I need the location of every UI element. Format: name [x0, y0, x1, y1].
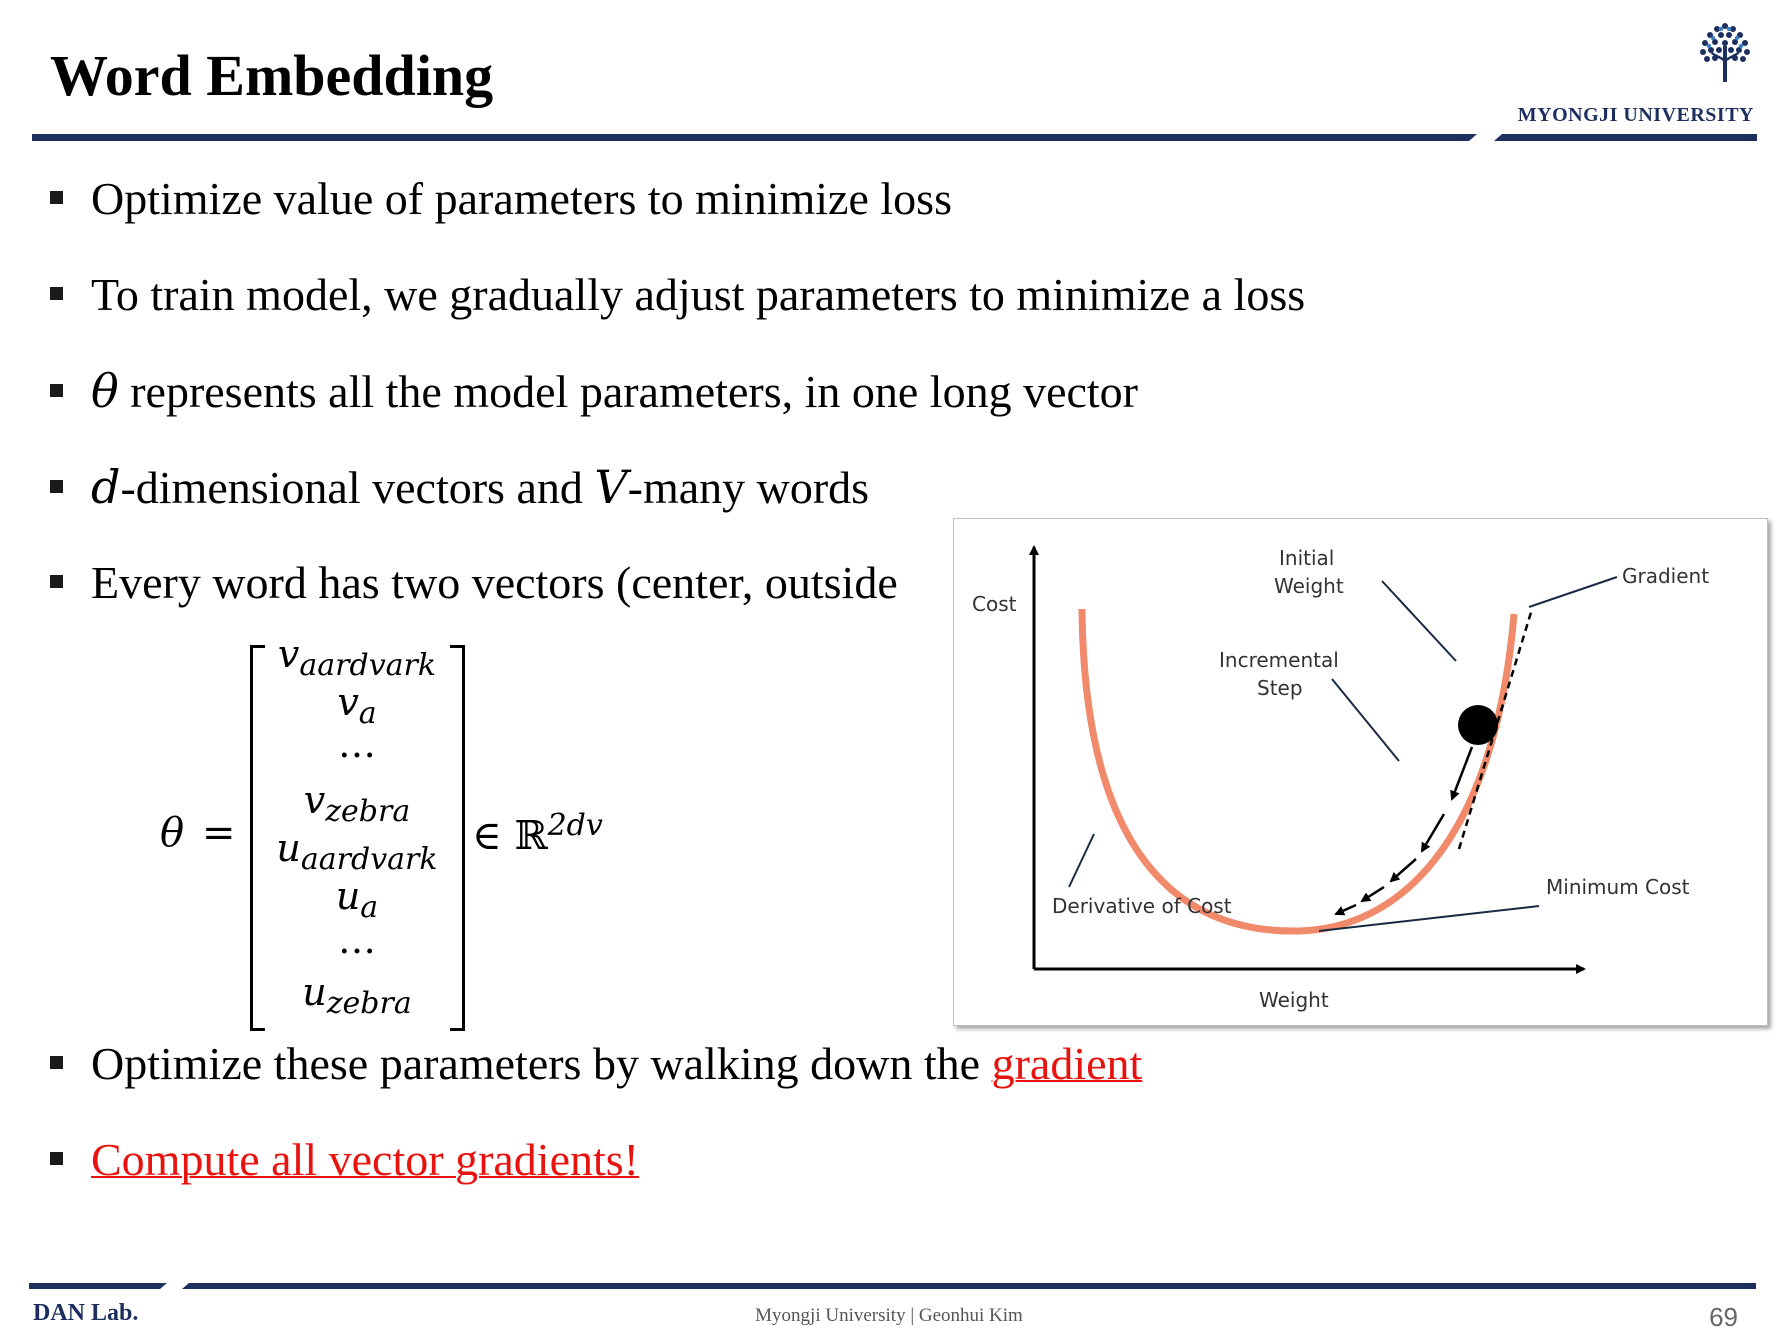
matrix-entry: …	[338, 722, 376, 766]
bullet-square-icon	[50, 384, 63, 397]
bullet-item	[50, 557, 898, 608]
initial-weight-point	[1458, 705, 1498, 745]
bullet-text: Optimize these parameters by walking down the	[91, 1038, 992, 1089]
initial-weight-label: Initial	[1279, 546, 1335, 570]
page-number: 69	[1709, 1302, 1738, 1332]
bullet-item	[50, 364, 1139, 418]
leader-line	[1332, 679, 1399, 761]
theta-symbol: θ	[91, 364, 119, 418]
matrix-right-bracket	[450, 645, 465, 1031]
header-rule-right	[1494, 134, 1757, 141]
gradient-descent-figure	[953, 518, 1768, 1026]
incremental-step-label: Step	[1257, 676, 1303, 700]
leader-line	[1069, 834, 1094, 887]
minimum-cost-label: Minimum Cost	[1546, 875, 1690, 899]
footer-lab-name: DAN Lab.	[33, 1300, 139, 1326]
university-name: MYONGJI UNIVERSITY	[1517, 104, 1754, 126]
initial-weight-label: Weight	[1274, 574, 1344, 598]
header-rule	[32, 134, 1477, 141]
step-arrow	[1452, 747, 1472, 799]
step-arrow	[1422, 814, 1444, 851]
bullet-item	[50, 269, 1306, 320]
matrix-entry: …	[338, 918, 376, 962]
matrix-entry: $v_{zebra}$	[303, 778, 411, 829]
bullet-text: -many words	[627, 462, 870, 513]
footer-rule-left	[29, 1283, 167, 1289]
bullet-item	[50, 1038, 1143, 1089]
bullet-text: To train model, we gradually adjust parameters to minimize a loss	[91, 269, 1306, 320]
y-axis-label: Cost	[972, 592, 1017, 616]
step-arrow	[1391, 859, 1416, 881]
derivative-label: Derivative of Cost	[1052, 894, 1232, 918]
matrix-entry: $u_a$	[335, 874, 379, 925]
leader-line	[1382, 581, 1456, 661]
bullet-square-icon	[50, 1056, 63, 1069]
matrix-entry: $u_{zebra}$	[302, 970, 412, 1021]
matrix-entry: $u_{aardvark}$	[276, 826, 438, 877]
gradient-link[interactable]: gradient	[991, 1038, 1143, 1089]
bullet-text: represents all the model parameters, in one long vector	[118, 366, 1139, 417]
step-arrow	[1336, 905, 1356, 914]
theta-matrix-equation	[160, 625, 630, 1030]
bullet-text: Every word has two vectors (center, outside	[91, 557, 898, 608]
bullet-square-icon	[50, 575, 63, 588]
x-axis-label: Weight	[1259, 988, 1329, 1012]
university-tree-logo-icon	[1693, 18, 1757, 84]
gradient-label: Gradient	[1622, 564, 1710, 588]
v-symbol: V	[594, 460, 628, 514]
bullet-item	[50, 1134, 640, 1185]
page-title: Word Embedding	[50, 43, 494, 108]
bullet-item	[50, 173, 952, 224]
compute-gradients-link[interactable]: Compute all vector gradients!	[91, 1134, 640, 1185]
matrix-lhs: θ	[160, 810, 185, 856]
bullet-square-icon	[50, 480, 63, 493]
matrix-entry: $v_a$	[337, 680, 377, 731]
bullet-square-icon	[50, 287, 63, 300]
gradient-descent-diagram	[954, 519, 1767, 1025]
footer-credit: Myongji University | Geonhui Kim	[755, 1305, 1023, 1326]
d-symbol: d	[91, 460, 121, 514]
step-arrow	[1362, 887, 1384, 901]
matrix-left-bracket	[250, 645, 265, 1031]
bullet-square-icon	[50, 191, 63, 204]
leader-line	[1529, 577, 1617, 607]
bullet-text: -dimensional vectors and	[120, 462, 595, 513]
bullet-text: Optimize value of parameters to minimize loss	[91, 173, 952, 224]
incremental-step-label: Incremental	[1219, 648, 1339, 672]
matrix-entry: $v_{aardvark}$	[277, 632, 437, 683]
matrix-equals: =	[202, 810, 236, 856]
bullet-item	[50, 460, 870, 514]
bullet-square-icon	[50, 1152, 63, 1165]
footer-rule-right	[182, 1283, 1756, 1289]
matrix-rhs: ∈ ℝ$^{2dv}$	[472, 808, 603, 859]
